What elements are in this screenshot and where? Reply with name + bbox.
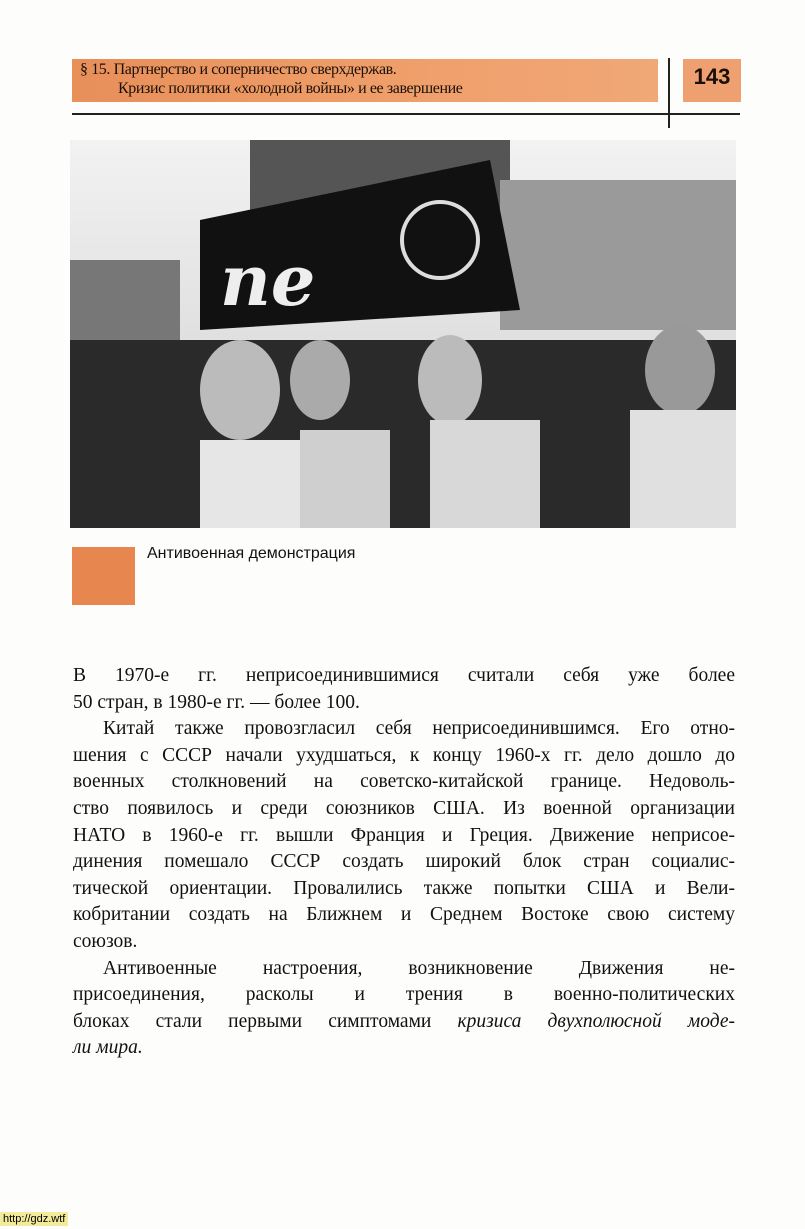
text-line: НАТО в 1960-е гг. вышли Франция и Греция. Движение неприсое- — [73, 824, 735, 846]
svg-text:ne: ne — [220, 239, 316, 322]
text-line: кобритании создать на Ближнем и Среднем Востоке свою систему — [73, 904, 735, 926]
section-title-line1: § 15. Партнерство и соперничество сверхдержав. — [80, 61, 397, 78]
text-line — [73, 1009, 735, 1036]
caption-marker — [72, 547, 135, 605]
text-line — [73, 1035, 735, 1062]
demonstration-photo — [70, 140, 736, 528]
emphasized-term: кризиса двухполюсной моде- — [457, 1010, 735, 1032]
text-line: 50 стран, в 1980-е гг. — более 100. — [73, 691, 360, 713]
text-line: союзов. — [73, 930, 138, 952]
figure-caption: Антивоенная демонстрация — [147, 545, 356, 562]
text-line: присоединения, расколы и трения в военно-политических — [73, 984, 735, 1006]
text-line: Китай также провозгласил себя неприсоединившимся. Его отно- — [103, 718, 735, 740]
text-line: В 1970-е гг. неприсоединившимися считали себя уже более — [73, 665, 735, 686]
text-line: динения помешало СССР создать широкий блок стран социалис- — [73, 851, 735, 873]
text-line: тической ориентации. Провалились также попытки США и Вели- — [73, 877, 735, 899]
text-line: Антивоенные настроения, возникновение Движения не- — [103, 957, 735, 979]
section-title-line2: Кризис политики «холодной войны» и ее завершение — [118, 80, 463, 97]
header-divider-vertical — [668, 58, 670, 128]
emphasized-term-end: ли мира. — [73, 1037, 143, 1059]
header-divider-horizontal — [72, 113, 740, 115]
text-line: ство появилось и среди союзников США. Из военной организации — [73, 797, 735, 819]
text-line: военных столкновений на советско-китайской границе. Недоволь- — [73, 771, 735, 793]
text-line: шения с СССР начали ухудшаться, к концу 1960-х гг. дело дошло до — [73, 744, 735, 766]
page-number: 143 — [693, 64, 731, 89]
body-text — [73, 663, 735, 1062]
text-segment: блоках стали первыми симптомами — [73, 1010, 458, 1032]
watermark-url[interactable]: http://gdz.wtf — [0, 1212, 68, 1226]
